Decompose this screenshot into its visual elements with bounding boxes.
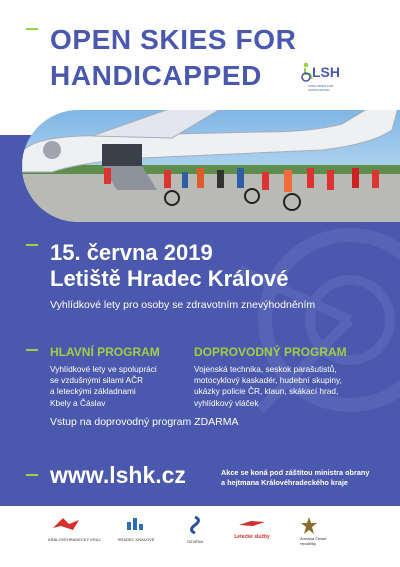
event-photo [22,110,400,222]
website-accent-bar [26,474,38,476]
main-program-text [50,364,157,409]
city-logo-icon [125,516,147,532]
patronage-line: Akce se koná pod záštitou ministra obrany [221,468,370,477]
main-program-line: se vzdušnými silami AČR [50,375,144,386]
side-program-line: ukázky policie ČR, klaun, skákací hrad, [194,386,339,397]
partner-label: OZVĚNA [186,539,204,544]
letecke-sluzby-logo-icon [237,519,267,529]
main-program-line: Kbely a Čáslav [50,397,106,408]
program-accent-bar [26,349,38,351]
logo-subtext: OPEN SKIES FOR HANDICAPPED [308,84,334,92]
partner-kraj [48,516,101,542]
main-program-line: Vyhlídkové lety ve spolupráci [50,364,157,374]
partner-label: KRÁLOVÉHRADECKÝ KRAJ [48,537,101,542]
background-propeller-graphic [200,210,400,510]
title-line-1: OPEN SKIES FOR [50,24,297,55]
main-program-heading: HLAVNÍ PROGRAM [50,345,160,359]
date-accent-bar [26,244,38,246]
partner-ozvena [180,516,210,544]
army-emblem-icon [300,516,318,536]
side-program-line: motocyklový kaskadér, hudební skupiny, [194,375,342,386]
title-line-2: HANDICAPPED [50,60,262,91]
partner-label: Letecké služby [234,534,270,540]
patronage-note [221,468,369,488]
kraj-logo-icon [51,516,81,532]
ozvena-logo-icon [187,516,203,534]
event-subtitle: Vyhlídkové lety pro osoby se zdravotním znevýhodněním [50,299,316,311]
event-date: 15. června 2019 [50,240,213,265]
logo-text: LSH [312,64,340,80]
free-entry-note: Vstup na doprovodný program ZDARMA [50,416,239,428]
partner-city [112,516,160,542]
side-program-heading: DOPROVODNÝ PROGRAM [194,345,347,359]
event-place: Letiště Hradec Králové [50,266,289,291]
main-program-line: a leteckými základnami [50,386,136,397]
lshk-logo [300,62,350,92]
partner-army [300,516,360,546]
airfield-photo-illustration [22,110,400,222]
website-link[interactable]: www.lshk.cz [50,462,186,488]
partner-letecke-sluzby [230,516,274,540]
side-program-text [194,364,342,409]
side-program-line: vyhlídkový vláček [194,397,259,408]
title-accent-bar [26,28,38,30]
patronage-line: a hejtmana Královéhradeckého kraje [221,478,348,487]
side-program-line: Vojenská technika, seskok parašutistů, [194,364,337,374]
partner-label: Armáda České republiky [300,536,327,546]
partner-label: HRADEC KRÁLOVÉ [117,537,155,542]
